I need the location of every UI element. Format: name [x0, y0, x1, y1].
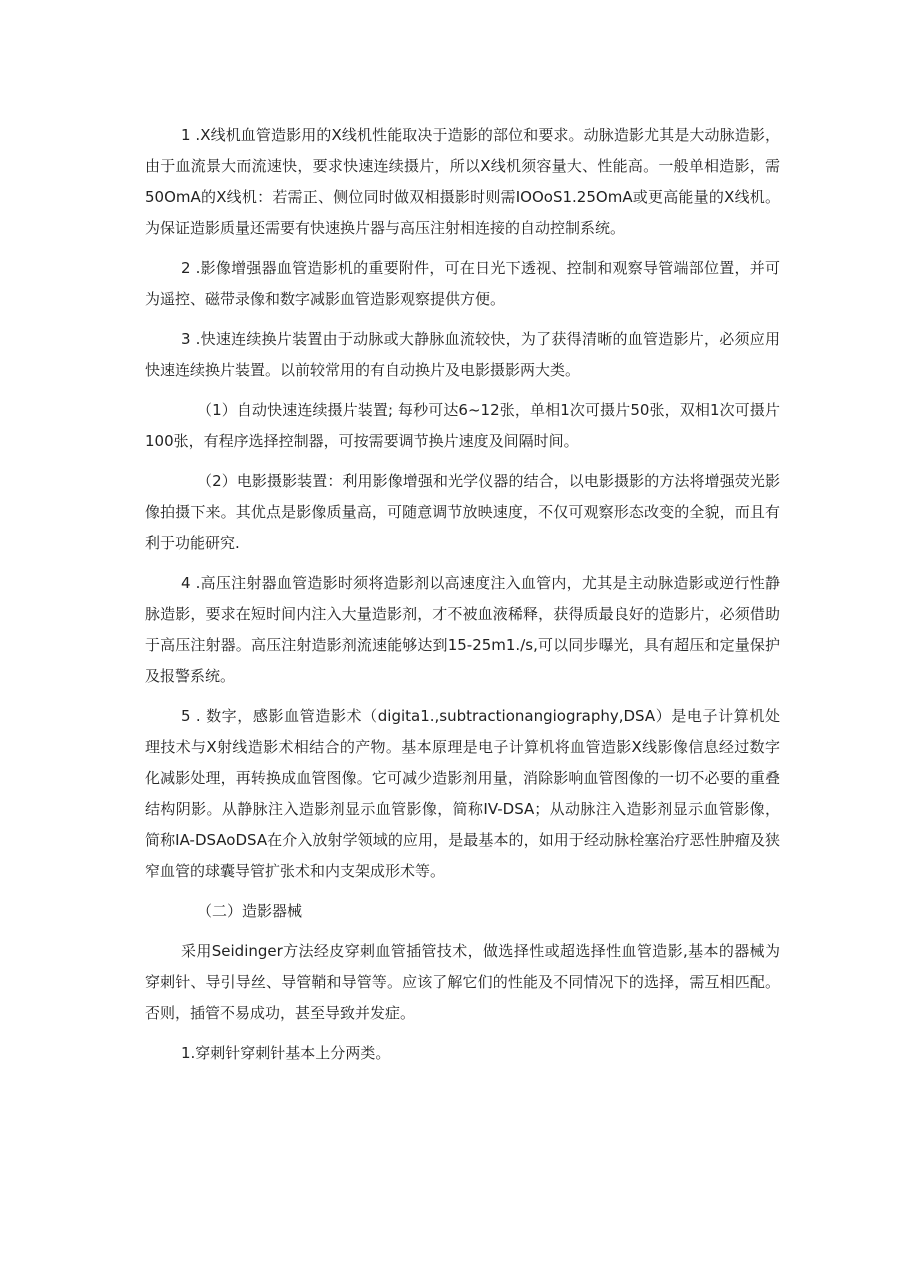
paragraph-cine-device: （2）电影摄影装置：利用影像增强和光学仪器的结合，以电影摄影的方法将增强荧光影像拍摄下来。其优点是影像质量高，可随意调节放映速度，不仅可观察形态改变的全貌，而且有利于功能研究. — [145, 472, 780, 552]
document-body — [145, 120, 780, 1078]
paragraph-image-intensifier: 2 .影像增强器血管造影机的重要附件，可在日光下透视、控制和观察导管端部位置，并可为遥控、磁带录像和数字减影血管造影观察提供方便。 — [145, 259, 780, 308]
paragraph-puncture-needle: 1.穿刺针穿刺针基本上分两类。 — [181, 1044, 391, 1062]
paragraph-film-changer: 3 .快速连续换片装置由于动脉或大静脉血流较快，为了获得清晰的血管造影片，必须应用快速连续换片装置。以前较常用的有自动换片及电影摄影两大类。 — [145, 330, 780, 379]
paragraph-power-injector: 4 .高压注射器血管造影时须将造影剂以高速度注入血管内，尤其是主动脉造影或逆行性静脉造影，要求在短时间内注入大量造影剂，才不被血液稀释，获得质最良好的造影片，必须借助于高压注射器。高压注射造影剂流速能够达到15-25m1.∕s,可以同步曝光，具有超压和定量保护及报警系统。 — [145, 574, 780, 685]
paragraph-auto-film-device: （1）自动快速连续摄片装置; 每秒可达6~12张，单相1次可摄片50张，双相1次可摄片100张，有程序选择控制器，可按需要调节换片速度及间隔时间。 — [145, 401, 780, 450]
paragraph-xray-machine: 1 .X线机血管造影用的X线机性能取决于造影的部位和要求。动脉造影尤其是大动脉造影，由于血流景大而流速快，要求快速连续摄片，所以X线机须容量大、性能高。一般单相造影，需50OmA的X线机：若需正、侧位同时做双相摄影时则需IOOoS1.25OmA或更高能量的X线机。为保证造影质量还需要有快速换片器与高压注射相连接的自动控制系统。 — [145, 126, 780, 237]
section-heading-instruments: （二）造影器械 — [197, 902, 303, 920]
paragraph-seldinger: 采用Seidinger方法经皮穿刺血管插管技术，做选择性或超选择性血管造影,基本的器械为穿刺针、导引导丝、导管鞘和导管等。应该了解它们的性能及不同情况下的选择，需互相匹配。否则，插管不易成功，甚至导致并发症。 — [145, 942, 780, 1022]
paragraph-dsa: 5 . 数字，感影血管造影术（digita1.,subtractionangiography,DSA）是电子计算机处理技术与X射线造影术相结合的产物。基本原理是电子计算机将血管造影X线影像信息经过数字化减影处理，再转换成血管图像。它可减少造影剂用量，消除影响血管图像的一切不必要的重叠结构阴影。从静脉注入造影剂显示血管影像，简称IV-DSA；从动脉注入造影剂显示血管影像，简称IA-DSAoDSA在介入放射学领域的应用，是最基本的，如用于经动脉栓塞治疗恶性肿瘤及狭窄血管的球囊导管扩张术和内支架成形术等。 — [145, 707, 780, 880]
